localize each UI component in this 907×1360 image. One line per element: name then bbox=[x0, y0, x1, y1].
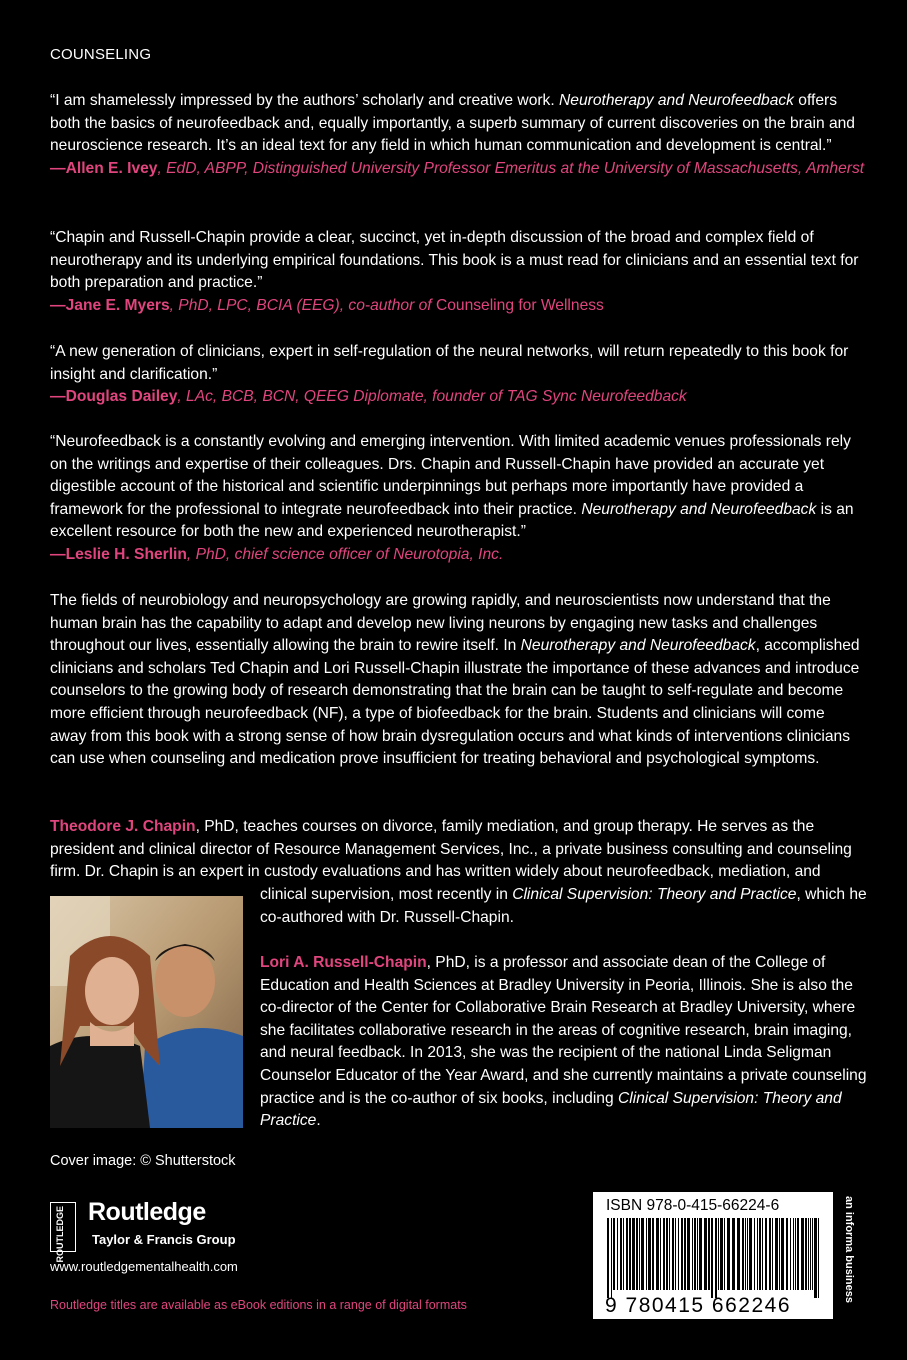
barcode-bar bbox=[666, 1218, 668, 1290]
isbn-barcode bbox=[593, 1192, 833, 1319]
barcode-bar bbox=[672, 1218, 674, 1290]
barcode-bar bbox=[711, 1218, 713, 1298]
bio-text: . bbox=[316, 1112, 321, 1130]
book-title-italic: Neurotherapy and Neurofeedback bbox=[581, 500, 817, 518]
barcode-bar bbox=[660, 1218, 661, 1290]
barcode-bar bbox=[715, 1218, 717, 1298]
barcode-bar bbox=[681, 1218, 683, 1290]
quote-credentials: , PhD, chief science officer of Neurotopia, Inc. bbox=[186, 545, 504, 563]
barcode-bar bbox=[795, 1218, 796, 1290]
barcode-bar bbox=[639, 1218, 640, 1290]
barcode-bar bbox=[694, 1218, 696, 1290]
barcode-bar bbox=[724, 1218, 725, 1290]
quote-text: is an excellent resource for both the new and experienced neurotherapist.” bbox=[50, 500, 854, 541]
barcode-bar bbox=[699, 1218, 702, 1290]
barcode-bar bbox=[749, 1218, 752, 1290]
quote-sherlin bbox=[50, 431, 865, 567]
description-text: The fields of neurobiology and neuropsychology are growing rapidly, and neuroscientists now understand that the human brain has the capability to adapt and develop new living neurons by engaging new tasks and challenges throughout our lives, essentially allowing the brain to rewire itself. In bbox=[50, 592, 831, 655]
barcode-bar bbox=[720, 1218, 723, 1290]
barcode-bar bbox=[759, 1218, 761, 1290]
publisher-name: Routledge bbox=[88, 1198, 206, 1226]
barcode-bar bbox=[669, 1218, 670, 1290]
description-text: , accomplished clinicians and scholars Ted Chapin and Lori Russell-Chapin illustrate the importance of these advances and introduce counselors to the growing body of research demonstrating that the brain can be taught to self-regulate and become more efficient through neurofeedback (NF), a type of biofeedback for the brain. Students and clinicians will come away from this book with a strong sense of how brain dysregulation occurs and what kinds of interventions clinicians can use when counseling and medication prove insufficient for treating behavioral and psychological symptoms. bbox=[50, 637, 860, 768]
quote-text: “I am shamelessly impressed by the authors’ scholarly and creative work. bbox=[50, 92, 560, 109]
barcode-bar bbox=[641, 1218, 644, 1290]
barcode-bar bbox=[812, 1218, 813, 1290]
bio-theodore-chapin-continued bbox=[260, 884, 870, 929]
quote-credentials-book: Counseling for Wellness bbox=[435, 296, 604, 314]
barcode-bar bbox=[684, 1218, 686, 1290]
barcode-bar bbox=[718, 1218, 719, 1290]
routledge-mark-icon: ROUTLEDGE bbox=[50, 1202, 76, 1252]
barcode-bar bbox=[793, 1218, 794, 1290]
barcode-bar bbox=[656, 1218, 659, 1290]
barcode-bar bbox=[737, 1218, 740, 1290]
barcode-bar bbox=[623, 1218, 624, 1290]
barcode-bar bbox=[808, 1218, 809, 1290]
quote-author: —Douglas Dailey bbox=[50, 388, 178, 406]
barcode-bar bbox=[687, 1218, 690, 1290]
quote-myers bbox=[50, 227, 865, 317]
cover-image-credit: Cover image: © Shutterstock bbox=[50, 1153, 236, 1169]
barcode-bar bbox=[772, 1218, 773, 1290]
barcode-bar bbox=[620, 1218, 622, 1290]
barcode-bar bbox=[801, 1218, 804, 1290]
barcode-bar bbox=[678, 1218, 679, 1290]
barcode-bar bbox=[648, 1218, 651, 1290]
barcode-bar bbox=[697, 1218, 698, 1290]
barcode-bar bbox=[727, 1218, 730, 1290]
barcode-bar bbox=[626, 1218, 628, 1290]
barcode-bar bbox=[805, 1218, 807, 1290]
barcode-bar bbox=[775, 1218, 778, 1290]
category-label: COUNSELING bbox=[50, 46, 152, 63]
barcode-bar bbox=[747, 1218, 748, 1290]
barcode-bar bbox=[765, 1218, 767, 1290]
barcode-bar bbox=[745, 1218, 746, 1290]
barcode-bar bbox=[818, 1218, 819, 1298]
quote-text: “Chapin and Russell-Chapin provide a clear, succinct, yet in-depth discussion of the broad and complex field of neurotherapy and its underlying empirical foundations. This book is a must read for clinicians and an essential text for both preparation and practice.” bbox=[50, 229, 859, 292]
quote-author: —Leslie H. Sherlin bbox=[50, 545, 187, 563]
barcode-bar bbox=[613, 1218, 615, 1290]
barcode-bar bbox=[762, 1218, 763, 1290]
book-title-italic: Neurotherapy and Neurofeedback bbox=[520, 637, 756, 655]
ean-number: 9 780415 662246 bbox=[605, 1294, 791, 1317]
quote-text: “Neurofeedback is a constantly evolving and emerging intervention. With limited academic venues professionals rely on the writings and expertise of their colleagues. Drs. Chapin and Russell-Chapin have provided an accurate yet digestible account of the historical and scientific underpinnings but perhaps more importantly have provided a framework for the professional to integrate neurofeedback into their practice. bbox=[50, 433, 851, 518]
bio-text: , PhD, is a professor and associate dean of the College of Education and Health Sciences at Bradley University in Peoria, Illinois. She is also the co-director of the Center for Collaborative Brain Research at Bradley University, where she facilitates collaborative research in the areas of cognitive research, brain imaging, and neural feedback. In 2013, she was the recipient of the national Linda Seligman Counselor Educator of the Year Award, and she currently maintains a private counseling practice and is the co-author of six books, including bbox=[260, 954, 867, 1107]
barcode-bar bbox=[757, 1218, 758, 1290]
barcode-bar bbox=[769, 1218, 771, 1290]
barcode-bar bbox=[704, 1218, 707, 1290]
book-title-italic: Clinical Supervision: Theory and Practice bbox=[260, 1089, 842, 1130]
quote-author: —Jane E. Myers bbox=[50, 296, 170, 314]
barcode-bar bbox=[692, 1218, 693, 1290]
bio-text: , which he co-authored with Dr. Russell-Chapin. bbox=[260, 886, 867, 926]
barcode-bar bbox=[708, 1218, 710, 1290]
barcode-bar bbox=[742, 1218, 744, 1290]
barcode-bars-icon bbox=[607, 1218, 821, 1298]
barcode-bar bbox=[786, 1218, 788, 1290]
barcode-bar bbox=[790, 1218, 791, 1290]
barcode-bar bbox=[779, 1218, 780, 1290]
book-description bbox=[50, 590, 865, 771]
book-title-italic: Clinical Supervision: Theory and Practice bbox=[512, 886, 797, 903]
routledge-logo bbox=[50, 1196, 250, 1263]
informa-business-label: an informa business bbox=[843, 1196, 855, 1303]
barcode-bar bbox=[810, 1218, 811, 1290]
barcode-bar bbox=[663, 1218, 665, 1290]
isbn-label: ISBN 978-0-415-66224-6 bbox=[606, 1197, 780, 1214]
ebook-note: Routledge titles are available as eBook editions in a range of digital formats bbox=[50, 1298, 467, 1312]
quote-author: —Allen E. Ivey bbox=[50, 159, 158, 177]
quote-credentials: , EdD, ABPP, Distinguished University Professor Emeritus at the University of Massachusetts, Amherst bbox=[157, 159, 865, 177]
publisher-url[interactable]: www.routledgementalhealth.com bbox=[50, 1259, 238, 1274]
bio-text: clinical supervision, most recently in bbox=[260, 886, 513, 903]
author-name: Lori A. Russell-Chapin bbox=[260, 954, 427, 971]
quote-credentials: , LAc, BCB, BCN, QEEG Diplomate, founder of TAG Sync Neurofeedback bbox=[177, 388, 687, 406]
barcode-bar bbox=[797, 1218, 799, 1290]
quote-text: offers both the basics of neurofeedback and, equally importantly, a superb summary of current discoveries on the brain and neuroscience research. It’s an ideal text for any field in which human communication and development is central.” bbox=[50, 92, 855, 155]
author-name: Theodore J. Chapin bbox=[50, 818, 196, 835]
author-photo bbox=[50, 896, 243, 1128]
quote-text: “A new generation of clinicians, expert in self-regulation of the neural networks, will return repeatedly to this book for insight and clarification.” bbox=[50, 343, 849, 383]
barcode-bar bbox=[646, 1218, 647, 1290]
barcode-bar bbox=[629, 1218, 631, 1290]
barcode-bar bbox=[636, 1218, 638, 1290]
quote-dailey bbox=[50, 341, 865, 409]
bio-theodore-chapin bbox=[50, 816, 865, 884]
bio-text: , PhD, teaches courses on divorce, family mediation, and group therapy. He serves as the president and clinical director of Resource Management Services, Inc., a private business consulting and counseling firm. Dr. Chapin is an expert in custody evaluations and has written widely about neurofeedback, mediation, and bbox=[50, 818, 852, 881]
barcode-bar bbox=[754, 1218, 755, 1290]
barcode-bar bbox=[652, 1218, 654, 1290]
quote-credentials: , PhD, LPC, BCIA (EEG), co-author of bbox=[169, 296, 436, 314]
barcode-bar bbox=[732, 1218, 735, 1290]
barcode-bar bbox=[617, 1218, 618, 1290]
bio-lori-russell-chapin bbox=[260, 952, 870, 1133]
barcode-bar bbox=[781, 1218, 784, 1290]
book-title-italic: Neurotherapy and Neurofeedback bbox=[559, 92, 794, 109]
quote-ivey bbox=[50, 90, 865, 180]
barcode-bar bbox=[611, 1218, 612, 1298]
publisher-group: Taylor & Francis Group bbox=[92, 1232, 236, 1247]
barcode-bar bbox=[632, 1218, 635, 1290]
barcode-bar bbox=[675, 1218, 676, 1290]
barcode-bar bbox=[814, 1218, 817, 1298]
barcode-bar bbox=[607, 1218, 609, 1298]
